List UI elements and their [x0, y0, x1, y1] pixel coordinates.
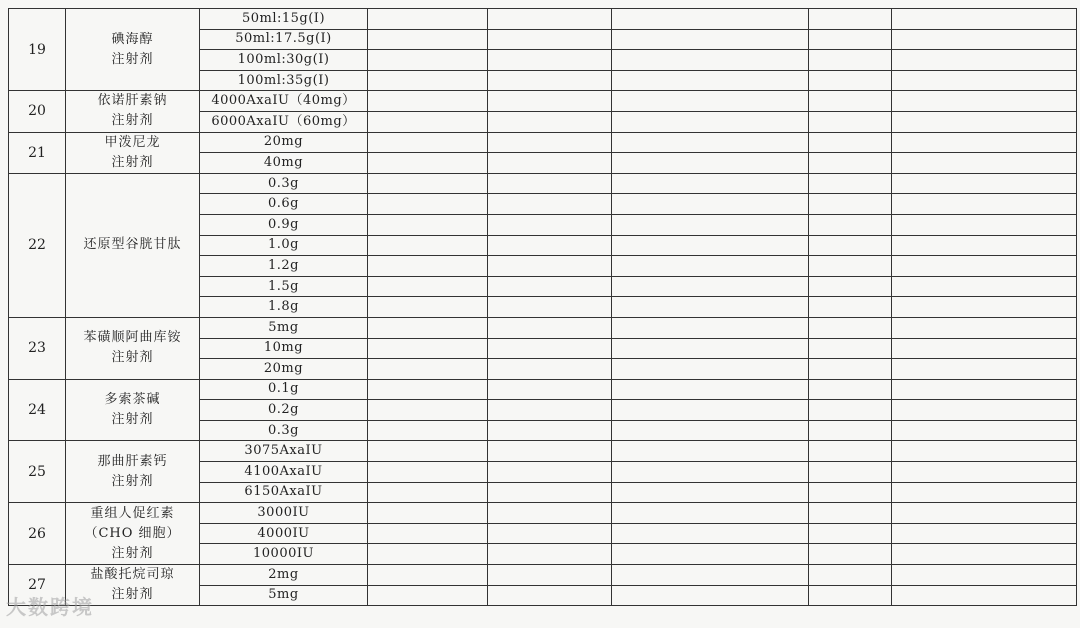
drug-name-cell [66, 132, 200, 173]
row-number-cell: 24 [9, 379, 66, 441]
table-row [9, 317, 1077, 338]
empty-cell [368, 585, 488, 606]
empty-cell [809, 256, 892, 277]
empty-cell [892, 91, 1077, 112]
empty-cell [612, 276, 809, 297]
table-row [9, 503, 1077, 524]
spec-cell: 0.2g [200, 400, 368, 421]
empty-cell [368, 29, 488, 50]
empty-cell [809, 50, 892, 71]
empty-cell [809, 585, 892, 606]
empty-cell [892, 441, 1077, 462]
empty-cell [612, 50, 809, 71]
empty-cell [488, 173, 612, 194]
table-row [9, 132, 1077, 153]
empty-cell [368, 111, 488, 132]
empty-cell [809, 276, 892, 297]
empty-cell [488, 317, 612, 338]
table-row [9, 91, 1077, 112]
drug-name-line: 注射剂 [111, 587, 154, 603]
empty-cell [368, 379, 488, 400]
empty-cell [612, 256, 809, 277]
empty-cell [612, 9, 809, 30]
spec-cell: 3075AxaIU [200, 441, 368, 462]
empty-cell [612, 317, 809, 338]
empty-cell [368, 9, 488, 30]
spec-cell: 10mg [200, 338, 368, 359]
table-row [9, 173, 1077, 194]
empty-cell [612, 297, 809, 318]
empty-cell [612, 420, 809, 441]
empty-cell [612, 194, 809, 215]
empty-cell [612, 565, 809, 586]
empty-cell [892, 235, 1077, 256]
row-number-cell: 26 [9, 503, 66, 565]
drug-name-cell [66, 317, 200, 379]
empty-cell [488, 585, 612, 606]
empty-cell [892, 462, 1077, 483]
drug-name-line: 注射剂 [111, 545, 154, 561]
empty-cell [488, 379, 612, 400]
drug-name-cell [66, 441, 200, 503]
empty-cell [892, 400, 1077, 421]
empty-cell [368, 317, 488, 338]
spec-cell: 4100AxaIU [200, 462, 368, 483]
empty-cell [368, 482, 488, 503]
drug-name-line: 还原型谷胱甘肽 [83, 237, 182, 253]
empty-cell [368, 565, 488, 586]
empty-cell [612, 214, 809, 235]
drug-name-cell [66, 173, 200, 317]
empty-cell [892, 214, 1077, 235]
empty-cell [612, 173, 809, 194]
empty-cell [488, 359, 612, 380]
empty-cell [488, 70, 612, 91]
empty-cell [368, 235, 488, 256]
empty-cell [368, 400, 488, 421]
row-number-cell: 20 [9, 91, 66, 132]
drug-name-cell [66, 503, 200, 565]
empty-cell [488, 50, 612, 71]
empty-cell [488, 132, 612, 153]
empty-cell [809, 462, 892, 483]
empty-cell [368, 50, 488, 71]
empty-cell [809, 565, 892, 586]
empty-cell [809, 194, 892, 215]
spec-cell: 100ml:30g(I) [200, 50, 368, 71]
empty-cell [368, 214, 488, 235]
empty-cell [892, 482, 1077, 503]
row-number-cell: 25 [9, 441, 66, 503]
drug-spec-table [8, 8, 1077, 606]
empty-cell [488, 297, 612, 318]
empty-cell [809, 482, 892, 503]
drug-name-line: 苯磺顺阿曲库铵 [83, 330, 182, 346]
empty-cell [809, 544, 892, 565]
table-row [9, 565, 1077, 586]
empty-cell [612, 132, 809, 153]
row-number-cell: 23 [9, 317, 66, 379]
empty-cell [488, 276, 612, 297]
empty-cell [368, 297, 488, 318]
empty-cell [612, 70, 809, 91]
spec-cell: 1.2g [200, 256, 368, 277]
drug-name-line: 注射剂 [111, 350, 154, 366]
empty-cell [612, 153, 809, 174]
empty-cell [809, 153, 892, 174]
drug-name-line: 那曲肝素钙 [97, 453, 168, 469]
empty-cell [368, 359, 488, 380]
spec-cell: 0.3g [200, 173, 368, 194]
spec-cell: 100ml:35g(I) [200, 70, 368, 91]
drug-name-cell [66, 565, 200, 606]
empty-cell [809, 297, 892, 318]
empty-cell [488, 523, 612, 544]
drug-name-line: 多索茶碱 [104, 392, 161, 408]
empty-cell [892, 111, 1077, 132]
spec-cell: 40mg [200, 153, 368, 174]
empty-cell [809, 235, 892, 256]
drug-name-line: （CHO 细胞） [84, 525, 181, 541]
empty-cell [488, 420, 612, 441]
empty-cell [809, 317, 892, 338]
empty-cell [809, 338, 892, 359]
empty-cell [488, 153, 612, 174]
drug-name-line: 注射剂 [111, 412, 154, 428]
empty-cell [368, 91, 488, 112]
empty-cell [368, 523, 488, 544]
table-row [9, 9, 1077, 30]
spec-cell: 5mg [200, 317, 368, 338]
empty-cell [892, 585, 1077, 606]
empty-cell [488, 111, 612, 132]
empty-cell [809, 503, 892, 524]
row-number-cell: 22 [9, 173, 66, 317]
spec-cell: 1.8g [200, 297, 368, 318]
empty-cell [809, 29, 892, 50]
empty-cell [488, 400, 612, 421]
drug-name-line: 甲泼尼龙 [104, 134, 161, 150]
drug-name-line: 注射剂 [111, 51, 154, 67]
empty-cell [809, 70, 892, 91]
empty-cell [488, 29, 612, 50]
empty-cell [488, 338, 612, 359]
empty-cell [612, 462, 809, 483]
empty-cell [892, 379, 1077, 400]
spec-cell: 3000IU [200, 503, 368, 524]
empty-cell [488, 565, 612, 586]
empty-cell [488, 503, 612, 524]
empty-cell [612, 91, 809, 112]
empty-cell [892, 70, 1077, 91]
drug-name-line: 注射剂 [111, 113, 154, 129]
empty-cell [892, 29, 1077, 50]
spec-cell: 50ml:17.5g(I) [200, 29, 368, 50]
spec-cell: 1.0g [200, 235, 368, 256]
empty-cell [612, 585, 809, 606]
empty-cell [612, 400, 809, 421]
empty-cell [892, 359, 1077, 380]
empty-cell [612, 482, 809, 503]
empty-cell [488, 9, 612, 30]
empty-cell [892, 420, 1077, 441]
empty-cell [612, 544, 809, 565]
empty-cell [488, 482, 612, 503]
spec-cell: 6150AxaIU [200, 482, 368, 503]
empty-cell [892, 565, 1077, 586]
spec-cell: 0.3g [200, 420, 368, 441]
drug-name-cell [66, 379, 200, 441]
drug-name-cell [66, 91, 200, 132]
empty-cell [809, 132, 892, 153]
table-row [9, 379, 1077, 400]
empty-cell [488, 91, 612, 112]
empty-cell [368, 153, 488, 174]
empty-cell [892, 523, 1077, 544]
empty-cell [488, 214, 612, 235]
watermark-logo: 大数跨境 [6, 595, 94, 619]
empty-cell [368, 70, 488, 91]
empty-cell [892, 153, 1077, 174]
empty-cell [809, 359, 892, 380]
empty-cell [368, 338, 488, 359]
row-number-cell: 21 [9, 132, 66, 173]
spec-cell: 6000AxaIU（60mg） [200, 111, 368, 132]
empty-cell [488, 256, 612, 277]
empty-cell [892, 194, 1077, 215]
empty-cell [612, 235, 809, 256]
empty-cell [368, 132, 488, 153]
spec-cell: 5mg [200, 585, 368, 606]
empty-cell [892, 173, 1077, 194]
empty-cell [612, 523, 809, 544]
empty-cell [892, 256, 1077, 277]
drug-name-line: 注射剂 [111, 473, 154, 489]
spec-cell: 0.9g [200, 214, 368, 235]
empty-cell [368, 194, 488, 215]
empty-cell [892, 338, 1077, 359]
empty-cell [368, 441, 488, 462]
empty-cell [809, 173, 892, 194]
empty-cell [892, 297, 1077, 318]
empty-cell [612, 359, 809, 380]
empty-cell [612, 441, 809, 462]
empty-cell [892, 50, 1077, 71]
drug-name-line: 注射剂 [111, 154, 154, 170]
empty-cell [809, 523, 892, 544]
empty-cell [809, 379, 892, 400]
empty-cell [809, 441, 892, 462]
row-number-cell: 19 [9, 9, 66, 91]
spec-cell: 20mg [200, 132, 368, 153]
empty-cell [488, 462, 612, 483]
empty-cell [892, 276, 1077, 297]
drug-name-cell [66, 9, 200, 91]
empty-cell [892, 503, 1077, 524]
drug-name-line: 重组人促红素 [90, 505, 175, 521]
spec-cell: 10000IU [200, 544, 368, 565]
drug-name-line: 依诺肝素钠 [97, 93, 168, 109]
empty-cell [892, 544, 1077, 565]
empty-cell [488, 194, 612, 215]
spec-cell: 4000IU [200, 523, 368, 544]
empty-cell [612, 338, 809, 359]
spec-cell: 2mg [200, 565, 368, 586]
empty-cell [368, 462, 488, 483]
empty-cell [809, 214, 892, 235]
empty-cell [488, 544, 612, 565]
empty-cell [488, 235, 612, 256]
empty-cell [809, 400, 892, 421]
empty-cell [892, 9, 1077, 30]
empty-cell [612, 503, 809, 524]
empty-cell [612, 29, 809, 50]
spec-cell: 20mg [200, 359, 368, 380]
empty-cell [368, 256, 488, 277]
drug-name-line: 盐酸托烷司琼 [90, 567, 175, 583]
empty-cell [809, 91, 892, 112]
spec-cell: 50ml:15g(I) [200, 9, 368, 30]
table-row [9, 441, 1077, 462]
empty-cell [809, 420, 892, 441]
empty-cell [612, 379, 809, 400]
empty-cell [892, 132, 1077, 153]
empty-cell [368, 276, 488, 297]
empty-cell [368, 173, 488, 194]
empty-cell [892, 317, 1077, 338]
empty-cell [488, 441, 612, 462]
spec-cell: 0.1g [200, 379, 368, 400]
empty-cell [809, 9, 892, 30]
drug-spec-table-container [8, 8, 1076, 606]
spec-cell: 1.5g [200, 276, 368, 297]
empty-cell [368, 420, 488, 441]
empty-cell [612, 111, 809, 132]
spec-cell: 0.6g [200, 194, 368, 215]
spec-cell: 4000AxaIU（40mg） [200, 91, 368, 112]
empty-cell [809, 111, 892, 132]
empty-cell [368, 503, 488, 524]
empty-cell [368, 544, 488, 565]
row-number-cell: 27 [9, 565, 66, 606]
drug-name-line: 碘海醇 [111, 31, 154, 47]
